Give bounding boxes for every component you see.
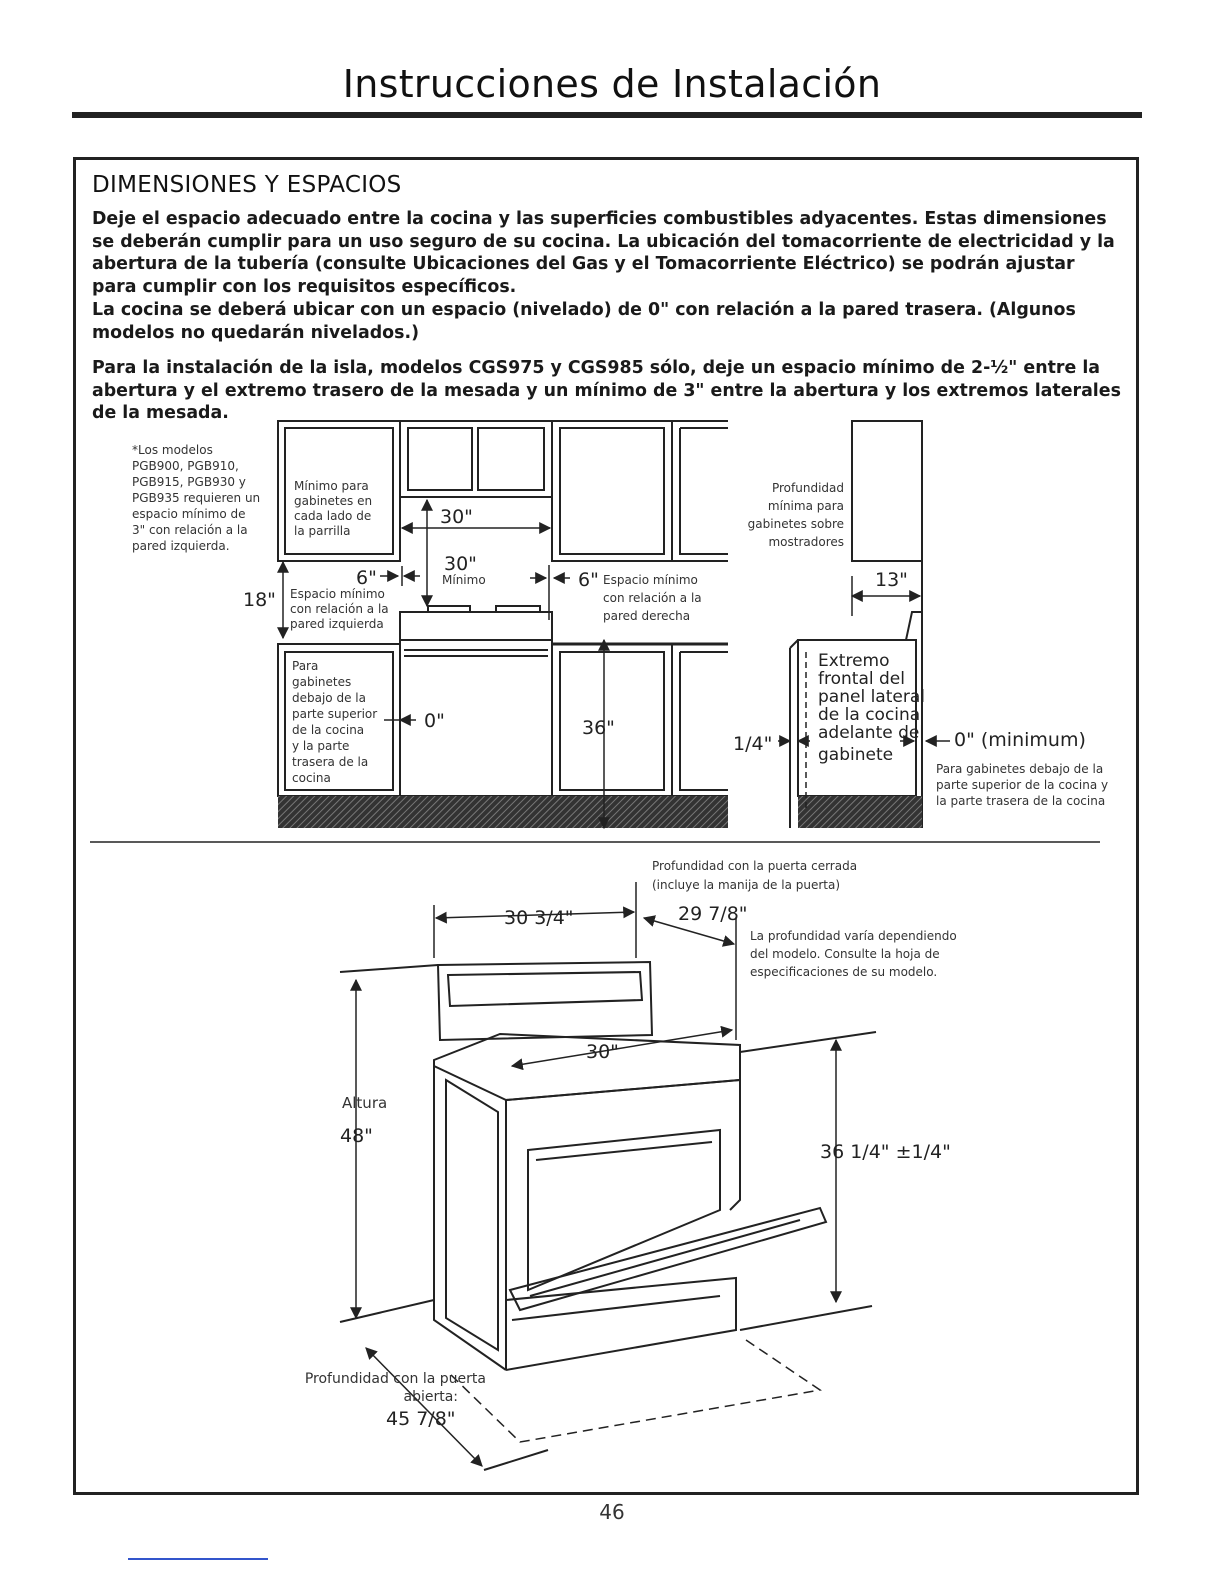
note-line: PGB915, PGB930 y: [132, 475, 246, 489]
dim-30-top: 30": [440, 506, 473, 528]
depth-line: mostradores: [768, 535, 844, 549]
right-under-line: la parte trasera de la cocina: [936, 794, 1106, 808]
front-line: adelante del: [818, 723, 925, 743]
dim-quarter: 1/4": [733, 733, 773, 755]
note-line: espacio mínimo de: [132, 507, 246, 521]
open-depth-line: Profundidad con la puerta: [304, 1371, 486, 1387]
under-cab-line: parte superior: [292, 707, 378, 721]
left-space-line: Espacio mínimo: [290, 587, 385, 601]
note-line: PGB900, PGB910,: [132, 459, 239, 473]
min-cabinets-line: Mínimo para: [294, 479, 369, 493]
under-cab-line: cocina: [292, 771, 331, 785]
note-line: 3" con relación a la: [132, 523, 248, 537]
right-space-line: Espacio mínimo: [603, 573, 698, 587]
varies-line: del modelo. Consulte la hoja de: [750, 947, 940, 961]
dim-6-right: 6": [578, 569, 599, 591]
right-under-line: parte superior de la cocina y: [936, 778, 1109, 792]
cooktop-width-dim: 30": [586, 1041, 619, 1063]
note-line: pared izquierda.: [132, 539, 230, 553]
depth-line: gabinetes sobre: [747, 517, 844, 531]
front-line: frontal del: [818, 669, 905, 689]
front-line: de la cocina: [818, 705, 921, 725]
page-number: 46: [599, 1500, 625, 1524]
dim-0-min: 0" (minimum): [954, 729, 1086, 751]
closed-depth-line: (incluye la manija de la puerta): [652, 878, 841, 892]
front-line: gabinete: [818, 745, 894, 765]
width-dim: 30 3/4": [504, 907, 574, 929]
paragraph-island: Para la instalación de la isla, modelos CGS975 y CGS985 sólo, deje un espacio mínimo de 2-½" entre la abertura y el extremo trasero de la mesada y un mínimo de 3" entre la abertura y los extremos laterales de la mesada.: [92, 358, 1121, 423]
dim-36: 36": [582, 717, 615, 739]
depth-line: mínima para: [767, 499, 844, 513]
under-cab-line: trasera de la: [292, 755, 369, 769]
dim-6-left: 6": [356, 567, 377, 589]
closed-depth-line: Profundidad con la puerta cerrada: [652, 859, 858, 873]
open-depth-dim: 45 7/8": [386, 1408, 456, 1430]
section-heading: DIMENSIONES Y ESPACIOS: [92, 172, 402, 198]
under-cab-line: debajo de la: [292, 691, 366, 705]
left-space-line: con relación a la: [290, 602, 389, 616]
min-cabinets-line: la parrilla: [294, 524, 351, 538]
under-cab-line: de la cocina: [292, 723, 365, 737]
right-space-line: pared derecha: [603, 609, 691, 623]
note-line: PGB935 requieren un: [132, 491, 261, 505]
varies-line: La profundidad varía dependiendo: [750, 929, 957, 943]
dim-0: 0": [424, 710, 445, 732]
open-depth-line: abierta:: [403, 1389, 458, 1405]
height-label: Altura: [342, 1094, 388, 1112]
footer-rule: [128, 1558, 268, 1560]
paragraph-clearances: Deje el espacio adecuado entre la cocina y las superficies combustibles adyacentes. Estas dimensiones se deberán cumplir para un uso seguro de su cocina. La ubicación del tomacorriente de electricidad y la abertura de la tubería (consulte Ubicaciones del Gas y el Tomacorriente Eléctrico) se podrán ajustar para cumplir con los requisitos específicos.: [92, 209, 1115, 297]
dim-13: 13": [875, 569, 908, 591]
right-space-line: con relación a la: [603, 591, 702, 605]
right-under-line: Para gabinetes debajo de la: [936, 762, 1104, 776]
page-title: Instrucciones de Instalación: [342, 62, 882, 106]
dim-18: 18": [243, 589, 276, 611]
front-line: panel lateral: [818, 687, 925, 707]
varies-line: especificaciones de su modelo.: [750, 965, 938, 979]
depth-line: Profundidad: [771, 481, 844, 495]
min-cabinets-line: cada lado de: [294, 509, 372, 523]
depth-dim: 29 7/8": [678, 903, 748, 925]
under-cab-line: Para: [292, 659, 319, 673]
minimo-label: Mínimo: [442, 573, 486, 587]
left-space-line: pared izquierda: [290, 617, 384, 631]
note-line: *Los modelos: [132, 443, 213, 457]
under-cab-line: gabinetes: [292, 675, 352, 689]
height-dim: 48": [340, 1125, 373, 1147]
under-cab-line: y la parte: [292, 739, 350, 753]
min-cabinets-line: gabinetes en: [294, 494, 373, 508]
counter-height-dim: 36 1/4" ±1/4": [820, 1141, 951, 1163]
dim-30-min: 30": [444, 553, 477, 575]
paragraph-back-wall: La cocina se deberá ubicar con un espacio (nivelado) de 0" con relación a la pared trasera. (Algunos modelos no quedarán nivelados.): [92, 300, 1076, 343]
front-line: Extremo: [818, 651, 890, 671]
floor-hatch: [278, 796, 728, 828]
